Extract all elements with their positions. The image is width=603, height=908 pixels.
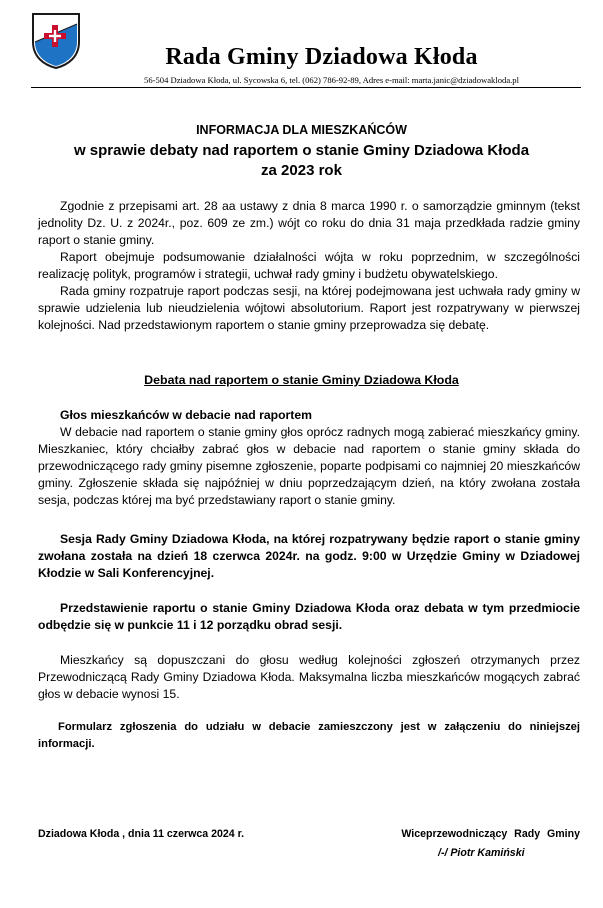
document-title-line1: w sprawie debaty nad raportem o stanie Gminy Dziadowa Kłoda — [73, 142, 530, 159]
form-note-block — [38, 719, 580, 753]
place-date: Dziadowa Kłoda , dnia 11 czerwca 2024 r. — [38, 828, 245, 840]
order-paragraph-block — [38, 652, 580, 703]
org-title: Rada Gminy Dziadowa Kłoda — [165, 44, 478, 70]
debate-paragraph: W debacie nad raportem o stanie gminy głos oprócz radnych mogą zabierać mieszkańcy gminy. Mieszkaniec, który chciałby zabrać głos w debacie nad raportem o stanie gminy składa do przewodniczącego rady gminy pisemne zgłoszenie, poparte podpisami co najmniej 20 mieszkańców gminy. Zgłoszenie składa się najpóźniej w dniu poprzedzającym dzień, na który zwołana została sesja, podczas której ma być przedstawiany raport o stanie gminy. — [38, 425, 580, 507]
intro-section — [38, 198, 580, 334]
intro-paragraph: Raport obejmuje podsumowanie działalności wójta w roku poprzednim, w szczególności realizację polityk, programów i strategii, uchwał rady gminy i budżetu obywatelskiego. — [38, 250, 580, 281]
form-note: Formularz zgłoszenia do udziału w debacie zamieszczony jest w załączeniu do niniejszej informacji. — [38, 721, 580, 750]
subheading: Głos mieszkańców w debacie nad raportem — [60, 408, 312, 422]
section-title: Debata nad raportem o stanie Gminy Dziadowa Kłoda — [144, 373, 459, 387]
signatory-title: Wiceprzewodniczący Rady Gminy — [401, 828, 580, 840]
agenda-paragraph-block — [38, 600, 580, 634]
order-paragraph: Mieszkańcy są dopuszczani do głosu według kolejności zgłoszeń otrzymanych przez Przewodniczącą Rady Gminy Dziadowa Kłoda. Maksymalna liczba mieszkańców mogących zabrać głos w debacie wynosi 15. — [38, 653, 580, 701]
agenda-paragraph: Przedstawienie raportu o stanie Gminy Dziadowa Kłoda oraz debata w tym przedmiocie odbędzie się w punkcie 11 i 12 porządku obrad sesji. — [38, 601, 580, 632]
session-paragraph: Sesja Rady Gminy Dziadowa Kłoda, na której rozpatrywany będzie raport o stanie gminy zwołana została na dzień 18 czerwca 2024r. na godz. 9:00 w Urzędzie Gminy w Dziadowej Kłodzie w Sali Konferencyjnej. — [38, 532, 580, 580]
signature: /-/ Piotr Kamiński — [438, 847, 525, 859]
document-title-line2: za 2023 rok — [261, 162, 342, 179]
session-paragraph-block — [38, 531, 580, 582]
org-address: 56-504 Dziadowa Kłoda, ul. Sycowska 6, tel. (062) 786-92-89, Adres e-mail: marta.janic@dziadowakloda.pl — [144, 75, 519, 85]
intro-paragraph: Zgodnie z przepisami art. 28 aa ustawy z dnia 8 marca 1990 r. o samorządzie gminnym (tekst jednolity Dz. U. z 2024r., poz. 609 ze zm.) wójt co roku do dnia 31 maja przedkłada radzie gminy raport o stanie gminy. — [38, 199, 580, 247]
document-title — [0, 141, 603, 181]
debate-section — [38, 407, 580, 509]
document-label: INFORMACJA DLA MIESZKAŃCÓW — [196, 123, 407, 137]
letterhead-divider — [31, 87, 581, 88]
intro-paragraph: Rada gminy rozpatruje raport podczas sesji, na której podejmowana jest uchwała rady gminy w sprawie udzielenia lub nieudzielenia wójtowi absolutorium. Raport jest rozpatrywany w pierwszej kolejności. Nad przedstawionym raportem o stanie gminy przeprowadza się debatę. — [38, 284, 580, 332]
